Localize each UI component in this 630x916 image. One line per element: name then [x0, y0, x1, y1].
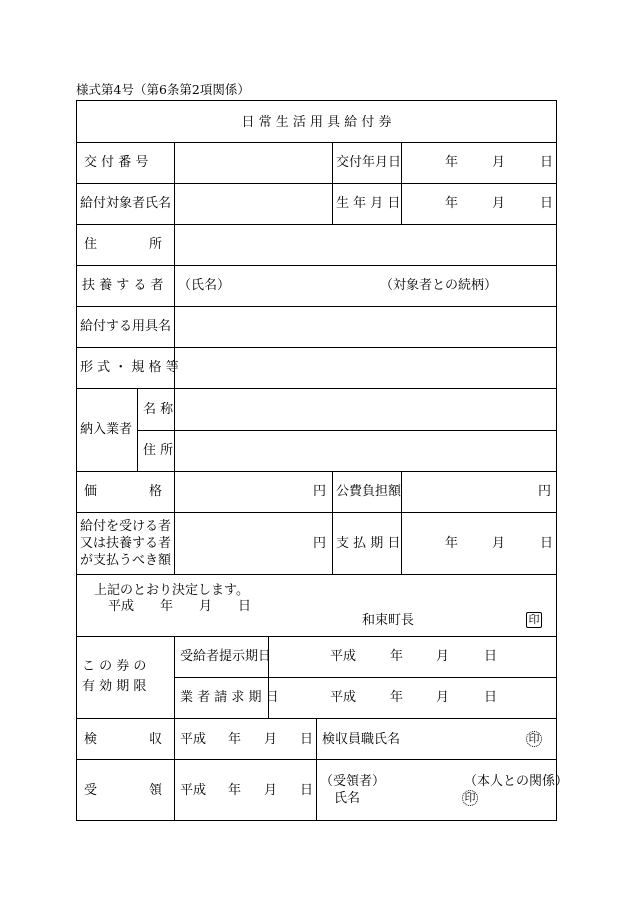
label-juryo-name: 氏名 — [334, 791, 361, 806]
label-futan-2: 又は扶養する者 — [80, 536, 172, 551]
yen-kakaku: 円 — [313, 484, 327, 499]
date-year-6: 年 — [228, 732, 242, 747]
heisei-teiji: 平成 — [330, 649, 357, 664]
seal-juryo-icon: 印 — [462, 790, 478, 806]
date-year-3: 年 — [445, 536, 459, 551]
label-valid-1: こ の 券 の — [82, 659, 147, 674]
decision-date: 平成 年 月 日 — [108, 599, 252, 614]
label-nounyu-name: 名 称 — [143, 402, 174, 417]
label-juryo-relation: （本人との関係） — [464, 774, 569, 789]
fuyou-relation-label: （対象者との続柄） — [380, 278, 498, 293]
date-day-4: 日 — [484, 649, 498, 664]
date-year-1: 年 — [445, 155, 459, 170]
field-keishiki[interactable] — [176, 349, 554, 386]
date-day-1: 日 — [540, 155, 554, 170]
label-juryo-person: （受領者） — [320, 774, 386, 789]
date-month-4: 月 — [436, 649, 450, 664]
date-month-1: 月 — [492, 155, 506, 170]
label-koufu-bangou: 交 付 番 号 — [84, 155, 149, 170]
field-yougu[interactable] — [176, 308, 554, 345]
date-month-5: 月 — [436, 690, 450, 705]
label-taisho-name: 給付対象者氏名 — [80, 196, 172, 211]
label-futan-3: が支払うべき額 — [80, 553, 172, 568]
date-day-7: 日 — [300, 783, 314, 798]
label-kenshu-officer: 検収員職氏名 — [322, 732, 401, 747]
heisei-kenshu: 平成 — [180, 732, 207, 747]
date-month-6: 月 — [264, 732, 278, 747]
label-juryo: 受 領 — [84, 783, 163, 798]
date-day-6: 日 — [300, 732, 314, 747]
date-day-3: 日 — [540, 536, 554, 551]
date-month-3: 月 — [492, 536, 506, 551]
date-year-7: 年 — [228, 783, 242, 798]
yen-futan: 円 — [313, 536, 327, 551]
mayor-label: 和束町長 — [362, 613, 415, 628]
heisei-juryo: 平成 — [180, 783, 207, 798]
label-nounyu-address: 住 所 — [143, 443, 174, 458]
form-title: 日 常 生 活 用 具 給 付 券 — [241, 115, 392, 130]
label-koufu-date: 交付年月日 — [336, 155, 402, 170]
label-kakaku: 価 格 — [84, 484, 163, 499]
heisei-seikyu: 平成 — [330, 690, 357, 705]
label-fuyou: 扶 養 す る 者 — [82, 278, 164, 293]
field-koufu-bangou[interactable] — [176, 144, 330, 181]
seal-kenshu-icon: 印 — [526, 731, 542, 747]
date-year-4: 年 — [390, 649, 404, 664]
label-yougu: 給付する用具名 — [80, 319, 172, 334]
label-teiji: 受給者提示期日 — [180, 649, 272, 664]
decision-text: 上記のとおり決定します。 — [94, 583, 249, 598]
label-kenshu: 検 収 — [84, 732, 163, 747]
label-shiharai: 支 払 期 日 — [336, 536, 401, 551]
label-kouhi: 公費負担額 — [336, 484, 402, 499]
date-month-2: 月 — [492, 196, 506, 211]
label-keishiki: 形 式 ・ 規 格 等 — [80, 360, 179, 375]
date-month-7: 月 — [264, 783, 278, 798]
label-seikyu: 業 者 請 求 期 日 — [180, 690, 279, 705]
label-nounyu: 納入業者 — [80, 422, 133, 437]
yen-kouhi: 円 — [538, 484, 552, 499]
form-number: 様式第4号（第6条第2項関係） — [76, 82, 250, 97]
fuyou-name-label: （氏名） — [178, 278, 231, 293]
label-birth: 生 年 月 日 — [336, 196, 401, 211]
date-year-5: 年 — [390, 690, 404, 705]
seal-mayor-icon: 印 — [526, 612, 542, 628]
field-taisho-name[interactable] — [176, 185, 330, 222]
date-day-5: 日 — [484, 690, 498, 705]
field-address[interactable] — [176, 226, 554, 263]
label-address: 住 所 — [84, 237, 163, 252]
date-day-2: 日 — [540, 196, 554, 211]
label-futan-1: 給付を受ける者 — [80, 519, 172, 534]
date-year-2: 年 — [445, 196, 459, 211]
label-valid-2: 有 効 期 限 — [82, 679, 147, 694]
